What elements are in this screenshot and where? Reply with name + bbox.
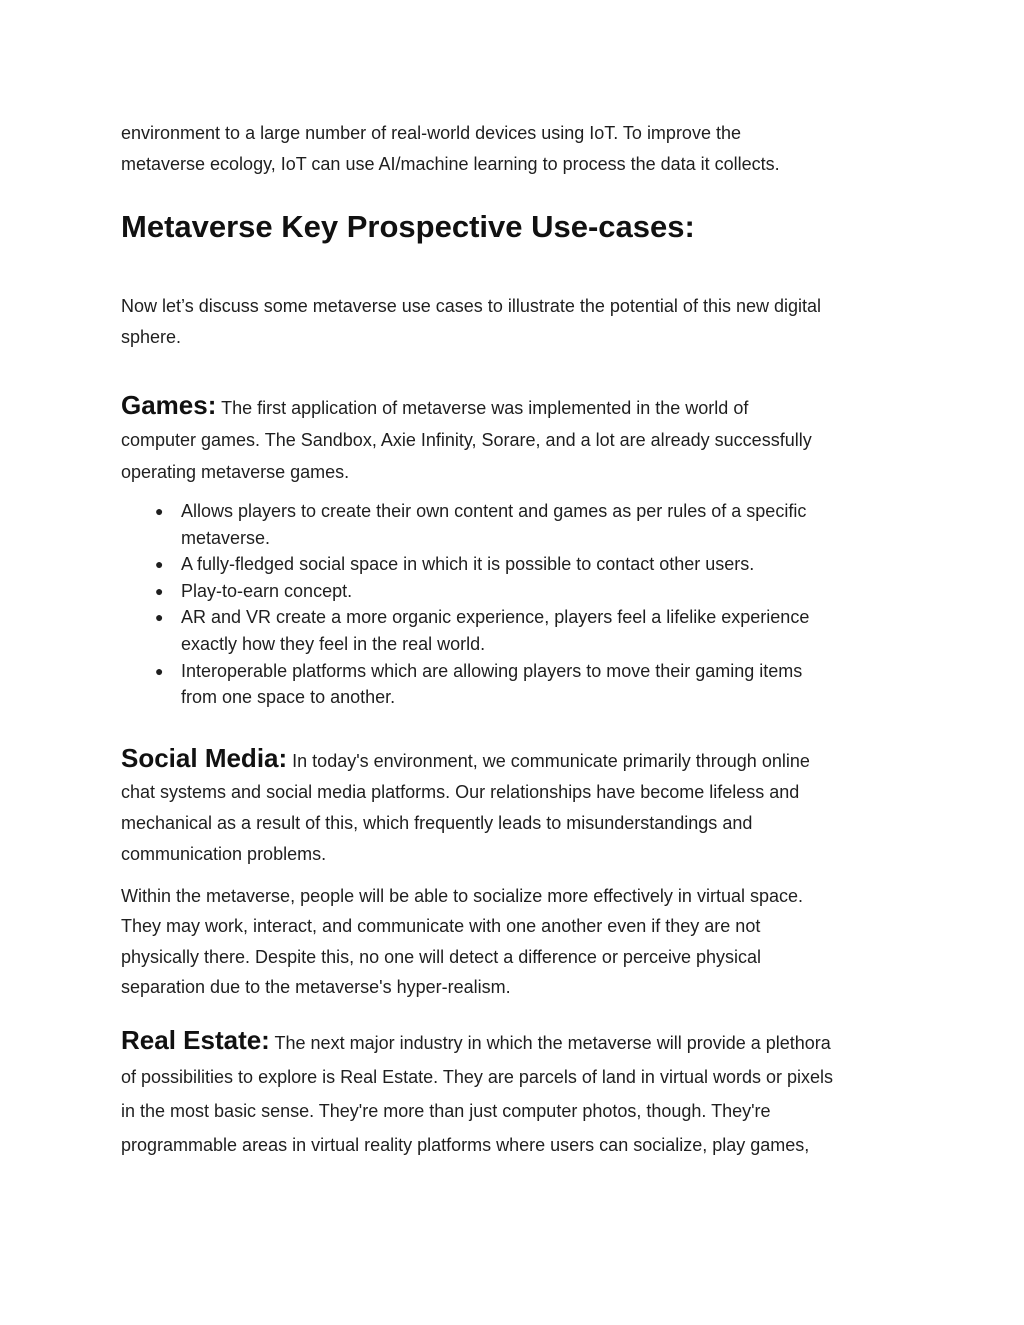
document-page <box>121 118 911 1162</box>
social-media-title: Social Media: <box>121 742 288 773</box>
social-p2-line-1: Within the metaverse, people will be able to socialize more effectively in virtual space. <box>121 885 803 906</box>
bullet-text-line-2: exactly how they feel in the real world. <box>181 633 486 654</box>
list-item <box>155 498 911 551</box>
intro-paragraph <box>121 118 911 179</box>
bullet-icon: ● <box>155 662 164 679</box>
games-line-3: operating metaverse games. <box>121 462 350 482</box>
games-title: Games: <box>121 390 217 420</box>
real-estate-line-2: of possibilities to explore is Real Estate. They are parcels of land in virtual words or pixels <box>121 1066 834 1087</box>
bullet-text-line-1: Play-to-earn concept. <box>181 580 353 601</box>
bullet-icon: ● <box>155 503 164 519</box>
lead-paragraph <box>121 291 911 352</box>
bullet-icon: ● <box>155 556 164 573</box>
bullet-text-line-2: metaverse. <box>181 527 271 548</box>
social-media-section <box>121 743 911 1003</box>
list-item <box>155 578 911 605</box>
lead-line-2: sphere. <box>121 326 182 347</box>
real-estate-line-1: The next major industry in which the metaverse will provide a plethora <box>274 1032 831 1053</box>
games-paragraph <box>121 390 911 488</box>
social-p2-line-2: They may work, interact, and communicate with one another even if they are not <box>121 916 761 937</box>
games-section <box>121 390 911 711</box>
list-item <box>155 658 911 711</box>
bullet-icon: ● <box>155 609 164 626</box>
games-line-2: computer games. The Sandbox, Axie Infinity, Sorare, and a lot are already successfully <box>121 430 812 450</box>
bullet-text-line-1: Allows players to create their own content and games as per rules of a specific <box>181 501 807 521</box>
games-bullet-list <box>121 498 911 711</box>
real-estate-title: Real Estate: <box>121 1024 270 1055</box>
bullet-text-line-1: Interoperable platforms which are allowing players to move their gaming items <box>181 660 803 681</box>
social-line-3: mechanical as a result of this, which frequently leads to misunderstandings and <box>121 812 753 833</box>
real-estate-line-4: programmable areas in virtual reality platforms where users can socialize, play games, <box>121 1134 810 1155</box>
social-p2-line-4: separation due to the metaverse's hyper-realism. <box>121 977 511 998</box>
page-heading: Metaverse Key Prospective Use-cases: <box>121 209 695 244</box>
social-media-paragraph-2 <box>121 881 911 1003</box>
lead-line-1: Now let’s discuss some metaverse use cases to illustrate the potential of this new digital <box>121 296 822 316</box>
real-estate-line-3: in the most basic sense. They're more than just computer photos, though. They're <box>121 1100 771 1121</box>
bullet-icon: ● <box>155 582 164 599</box>
intro-line-2: metaverse ecology, IoT can use AI/machine learning to process the data it collects. <box>121 153 780 174</box>
bullet-text-line-1: A fully-fledged social space in which it is possible to contact other users. <box>181 554 755 575</box>
social-media-paragraph <box>121 743 911 870</box>
bullet-text-line-2: from one space to another. <box>181 687 396 708</box>
list-item <box>155 604 911 657</box>
bullet-text-line-1: AR and VR create a more organic experience, players feel a lifelike experience <box>181 607 810 628</box>
social-line-2: chat systems and social media platforms. Our relationships have become lifeless and <box>121 781 800 802</box>
games-line-1: The first application of metaverse was implemented in the world of <box>221 398 749 418</box>
real-estate-section <box>121 1025 911 1162</box>
social-line-4: communication problems. <box>121 843 327 864</box>
list-item <box>155 551 911 578</box>
social-p2-line-3: physically there. Despite this, no one will detect a difference or perceive physical <box>121 946 762 967</box>
real-estate-paragraph <box>121 1025 911 1162</box>
social-line-1: In today's environment, we communicate primarily through online <box>292 750 810 771</box>
intro-line-1: environment to a large number of real-world devices using IoT. To improve the <box>121 123 741 143</box>
